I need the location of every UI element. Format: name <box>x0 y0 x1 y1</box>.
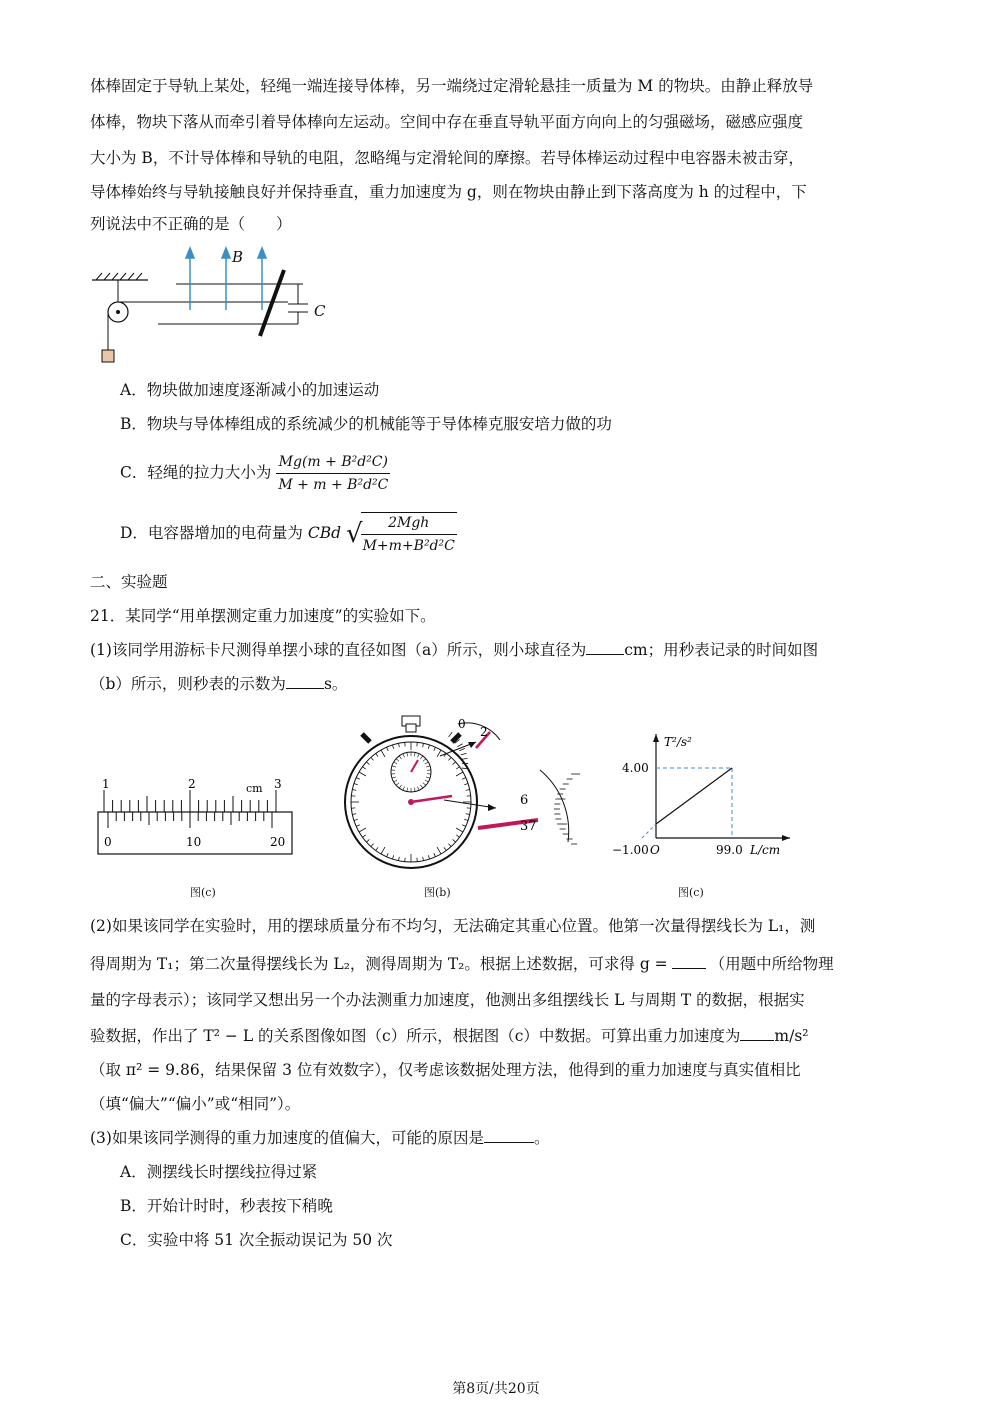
answer-blank[interactable] <box>286 674 324 689</box>
q3-end: 。 <box>533 1129 550 1147</box>
q2-text-e: 验数据，作出了 T² − L 的关系图像如图（c）所示，根据图（c）中数据。可算出重力加速度为 <box>90 1027 741 1045</box>
rail-capacitor-figure <box>88 240 348 370</box>
p21-q3-option-b: B．开始计时时，秒表按下稍晚 <box>120 1197 333 1215</box>
caliper-main-label-3: 3 <box>274 777 282 791</box>
caption-a: 图(c) <box>190 886 216 899</box>
option-c-fraction <box>276 452 390 495</box>
stopwatch-label-2: 2 <box>480 725 488 739</box>
p21-q3-option-c: C．实验中将 51 次全振动误记为 50 次 <box>120 1231 393 1249</box>
option-c-num: Mg(m + B²d²C) <box>276 452 390 474</box>
q1-text-c: （b）所示，则秒表的示数为 <box>90 675 286 693</box>
p21-q2-line1: (2)如果该同学在实验时，用的摆球质量分布不均匀，无法确定其重心位置。他第一次量得摆线长为 L₁，测 <box>90 917 816 935</box>
graph-x-value: 99.0 <box>716 843 743 857</box>
caliper-vernier-label-10: 10 <box>186 835 202 849</box>
caliper-main-label-1: 1 <box>102 777 110 791</box>
vernier-caliper-figure <box>94 774 304 856</box>
q1-text-a: (1)该同学用游标卡尺测得单摆小球的直径如图（a）所示，则小球直径为 <box>90 641 587 659</box>
t2-l-graph <box>600 726 800 866</box>
p20-line3: 大小为 B，不计导体棒和导轨的电阻，忽略绳与定滑轮间的摩擦。若导体棒运动过程中电容器未被击穿， <box>90 149 804 167</box>
caliper-main-label-2: 2 <box>188 777 196 791</box>
p21-q1-line2 <box>90 674 347 694</box>
answer-blank[interactable] <box>740 1026 774 1041</box>
option-c-den: M + m + B²d²C <box>278 477 389 493</box>
caption-c: 图(c) <box>678 886 704 899</box>
p21-q2-line3: 量的字母表示）；该同学又想出另一个办法测重力加速度，他测出多组摆线长 L 与周期 T 的数据，根据实 <box>90 991 805 1009</box>
section-title: 二、实验题 <box>90 573 168 591</box>
q1-text-b: cm；用秒表记录的时间如图 <box>624 641 819 659</box>
p20-option-a: A．物块做加速度逐渐减小的加速运动 <box>120 381 380 399</box>
option-d-num: 2Mgh <box>361 513 457 535</box>
sqrt-icon: √ <box>346 519 363 549</box>
p20-line1: 体棒固定于导轨上某处，轻绳一端连接导体棒，另一端绕过定滑轮悬挂一质量为 M 的物块。由静止释放导 <box>90 77 814 95</box>
p20-option-c <box>120 452 390 495</box>
p21-q2-line4 <box>90 1026 809 1046</box>
option-d-fraction <box>361 512 457 556</box>
option-c-prefix: C．轻绳的拉力大小为 <box>120 463 272 482</box>
caliper-vernier-label-20: 20 <box>270 835 286 849</box>
caption-b: 图(b) <box>424 886 451 899</box>
page-footer: 第8页/共20页 <box>452 1381 540 1397</box>
p21-q2-line6: （填“偏大”“偏小”或“相同”）。 <box>90 1095 301 1113</box>
fig-label-b: B <box>232 248 244 266</box>
caliper-vernier-label-0: 0 <box>104 835 112 849</box>
p21-q3 <box>90 1128 549 1148</box>
answer-blank[interactable] <box>672 954 706 969</box>
stopwatch-label-0: 0 <box>458 717 466 731</box>
q3-text: (3)如果该同学测得的重力加速度的值偏大，可能的原因是 <box>90 1129 484 1147</box>
p20-option-d <box>120 512 457 556</box>
p21-q3-option-a: A．测摆线长时摆线拉得过紧 <box>120 1163 318 1181</box>
q2-text-f: m/s² <box>774 1027 809 1045</box>
p20-line5: 列说法中不正确的是（ ） <box>90 215 292 233</box>
option-d-prefix: D．电容器增加的电荷量为 <box>120 524 303 542</box>
answer-blank[interactable] <box>586 640 624 655</box>
p20-line4: 导体棒始终与导轨接触良好并保持垂直，重力加速度为 g，则在物块由静止到下落高度为 h 的过程中，下 <box>90 183 807 201</box>
p20-option-b: B．物块与导体棒组成的系统减少的机械能等于导体棒克服安培力做的功 <box>120 415 612 433</box>
graph-xlabel: L/cm <box>750 843 781 857</box>
answer-blank[interactable] <box>484 1128 534 1143</box>
caliper-unit: cm <box>246 782 263 795</box>
graph-x-neg: −1.00 <box>612 843 649 857</box>
p21-q2-line2 <box>90 954 834 974</box>
fig-label-c: C <box>314 302 326 320</box>
graph-ylabel: T²/s² <box>664 735 692 749</box>
stopwatch-zoom-label-37: 37 <box>520 819 537 834</box>
p21-q1-line1 <box>90 640 818 660</box>
stopwatch-figure <box>340 712 580 872</box>
p21-q2-line5: （取 π² = 9.86，结果保留 3 位有效数字），仅考虑该数据处理方法，他得到的重力加速度与真实值相比 <box>90 1061 801 1079</box>
p21-title: 21．某同学“用单摆测定重力加速度”的实验如下。 <box>90 607 436 625</box>
q2-text-c: （用题中所给物理 <box>709 955 834 973</box>
p20-line2: 体棒，物块下落从而牵引着导体棒向左运动。空间中存在垂直导轨平面方向向上的匀强磁场，磁感应强度 <box>90 113 804 131</box>
q2-text-b: 得周期为 T₁；第二次量得摆线长为 L₂，测得周期为 T₂。根据上述数据，可求得 g = <box>90 955 668 973</box>
q1-text-d: s。 <box>323 675 348 693</box>
option-d-coef: CBd <box>307 524 342 542</box>
graph-y-value: 4.00 <box>622 761 649 775</box>
graph-origin: O <box>650 843 660 857</box>
option-d-den: M+m+B²d²C <box>362 538 455 554</box>
stopwatch-zoom-label-6: 6 <box>520 793 529 808</box>
